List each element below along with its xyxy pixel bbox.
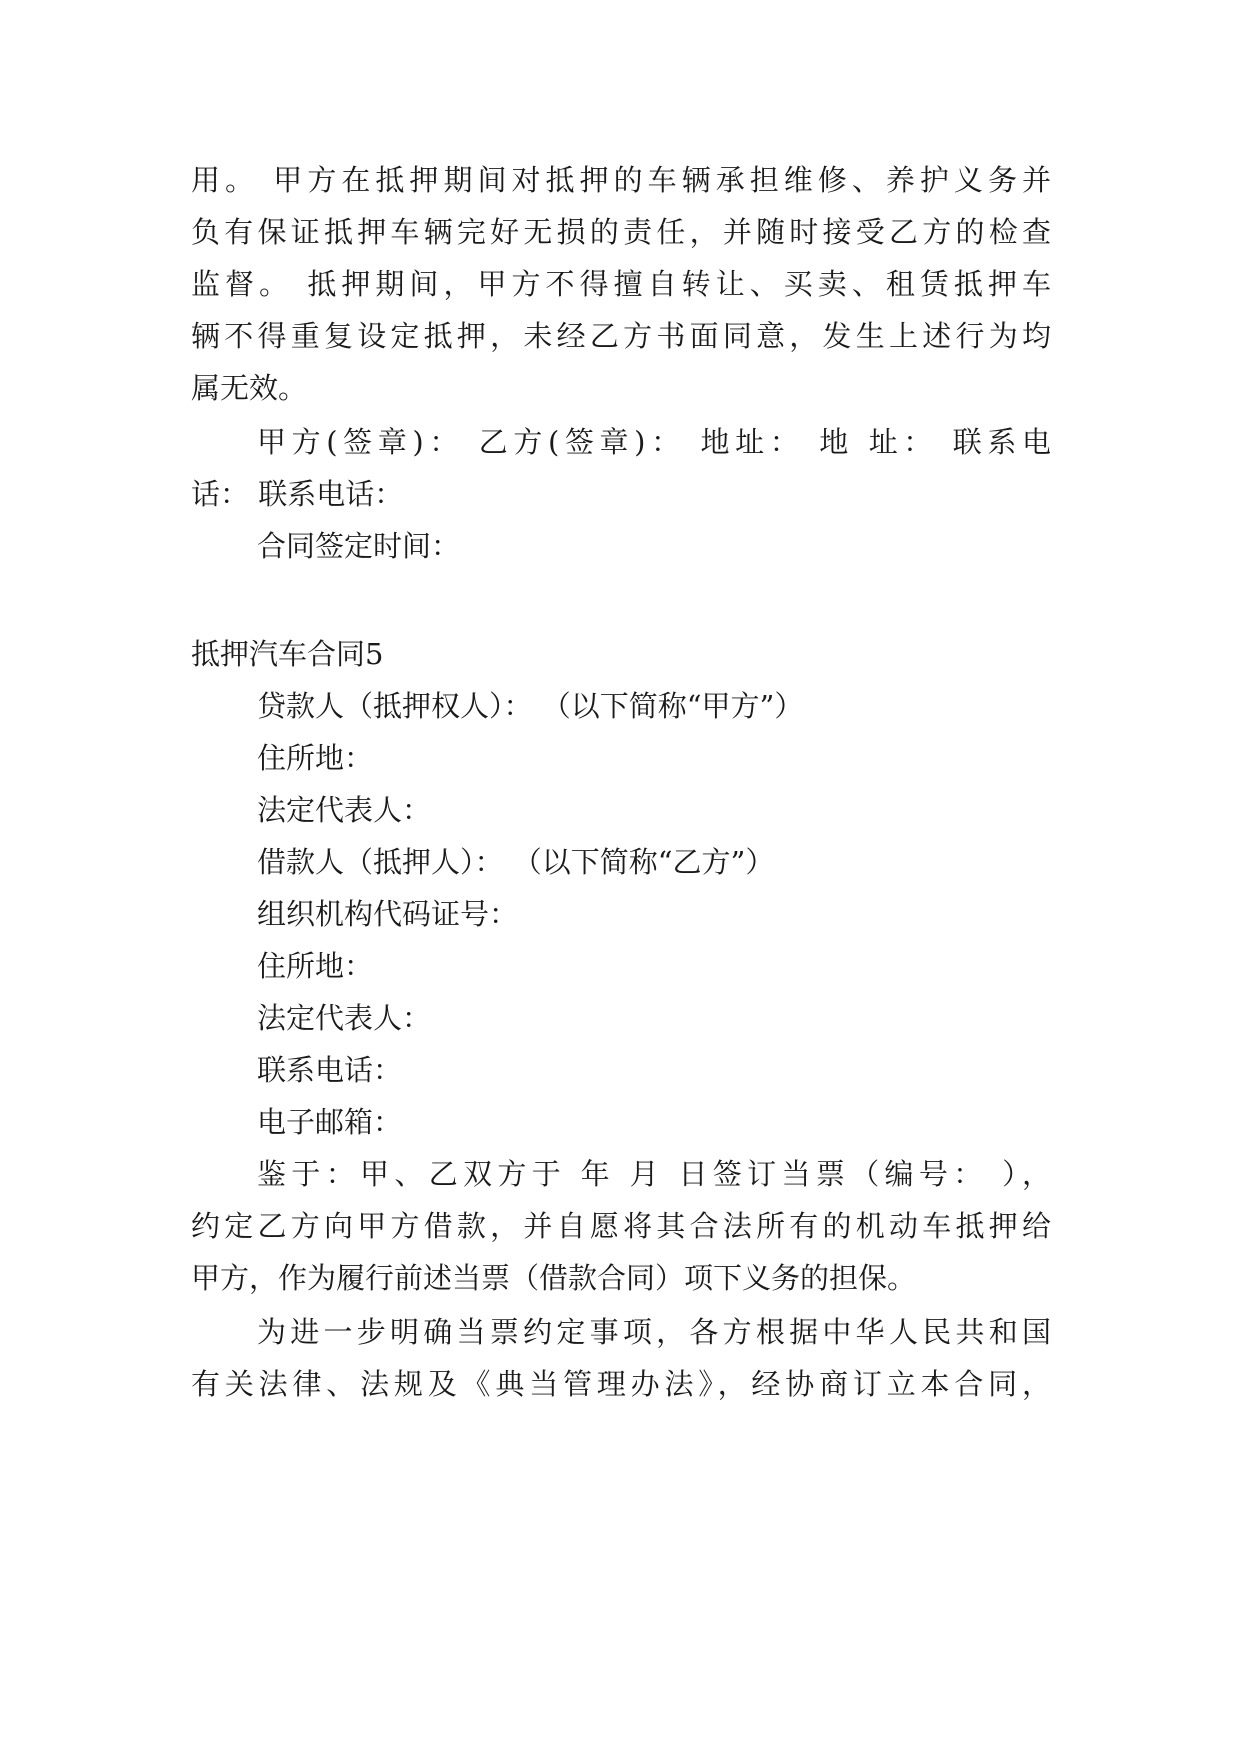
lender-line: 贷款人（抵押权人）： （以下简称“甲方”） bbox=[257, 689, 804, 723]
lender-address-label: 住所地： bbox=[257, 741, 374, 775]
purpose-line: 为进一步明确当票约定事项，各方根据中华人民共和国 bbox=[257, 1315, 1051, 1349]
paragraph-line: 属无效。 bbox=[191, 371, 308, 405]
whereas-line: 甲方，作为履行前述当票（借款合同）项下义务的担保。 bbox=[191, 1261, 917, 1295]
contract-date-label: 合同签定时间： bbox=[257, 529, 461, 563]
borrower-representative-label: 法定代表人： bbox=[257, 1001, 432, 1035]
paragraph-line: 用。 甲方在抵押期间对抵押的车辆承担维修、养护义务并 bbox=[191, 163, 1051, 197]
email-label: 电子邮箱： bbox=[257, 1105, 403, 1139]
paragraph-line: 负有保证抵押车辆完好无损的责任，并随时接受乙方的检查 bbox=[191, 215, 1051, 249]
paragraph-line: 辆不得重复设定抵押，未经乙方书面同意，发生上述行为均 bbox=[191, 319, 1051, 353]
paragraph-line: 监督。 抵押期间，甲方不得擅自转让、买卖、租赁抵押车 bbox=[191, 267, 1051, 301]
org-code-label: 组织机构代码证号： bbox=[257, 897, 519, 931]
borrower-address-label: 住所地： bbox=[257, 949, 374, 983]
whereas-line: 约定乙方向甲方借款，并自愿将其合法所有的机动车抵押给 bbox=[191, 1209, 1051, 1243]
signature-line-continued: 话： 联系电话： bbox=[191, 477, 404, 511]
whereas-line: 鉴于：甲、乙双方于 年 月 日签订当票（编号： ）， bbox=[257, 1157, 1051, 1191]
borrower-line: 借款人（抵押人）： （以下简称“乙方”） bbox=[257, 845, 775, 879]
phone-label: 联系电话： bbox=[257, 1053, 403, 1087]
purpose-line: 有关法律、法规及《典当管理办法》，经协商订立本合同， bbox=[191, 1367, 1051, 1401]
lender-representative-label: 法定代表人： bbox=[257, 793, 432, 827]
contract-title: 抵押汽车合同5 bbox=[191, 637, 384, 671]
signature-line: 甲方(签章)： 乙方(签章)： 地址： 地 址： 联系电 bbox=[257, 425, 1051, 459]
